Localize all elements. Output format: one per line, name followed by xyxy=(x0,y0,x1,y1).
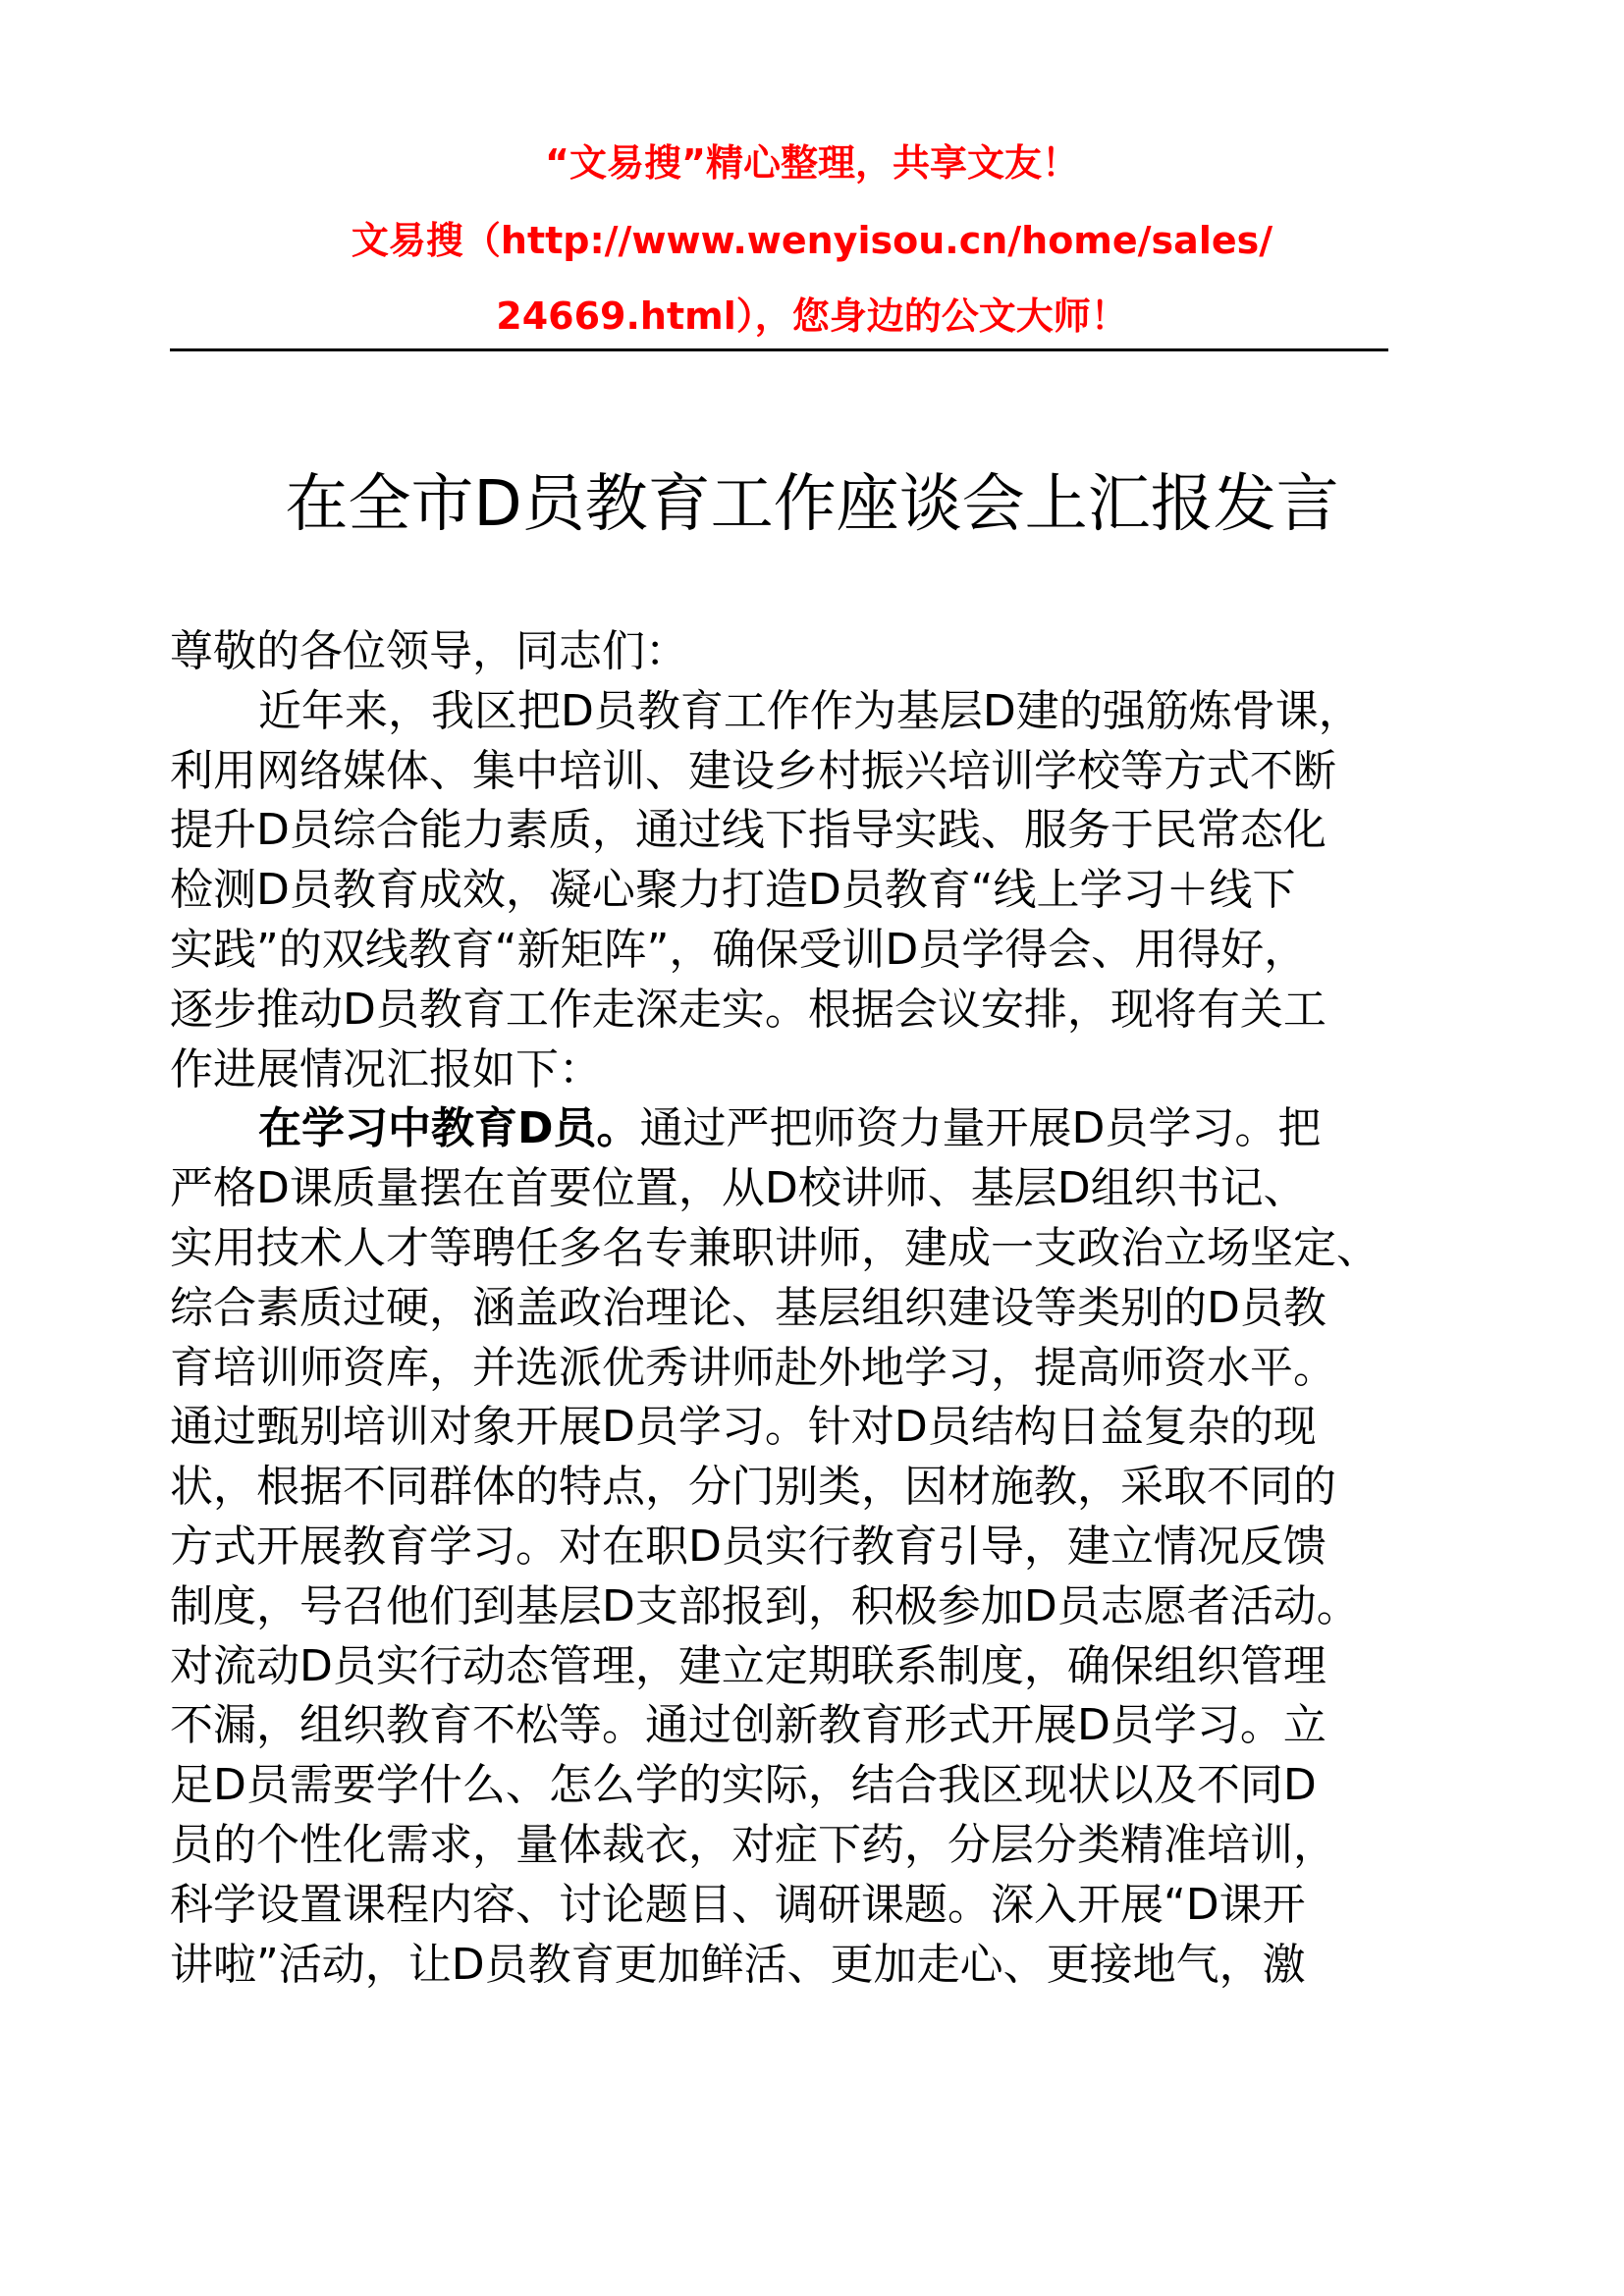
body-line: 实用技术人才等聘任多名专兼职讲师，建成一支政治立场坚定、 xyxy=(170,1223,1380,1273)
body-line: 育培训师资库，并选派优秀讲师赴外地学习，提高师资水平。 xyxy=(170,1342,1336,1393)
body-line: 足D员需要学什么、怎么学的实际，结合我区现状以及不同D xyxy=(170,1760,1317,1811)
body-line: 科学设置课程内容、讨论题目、调研课题。深入开展“D课开 xyxy=(170,1879,1306,1930)
body-line: 对流动D员实行动态管理，建立定期联系制度，确保组织管理 xyxy=(170,1640,1326,1691)
body-line: 通过甄别培训对象开展D员学习。针对D员结构日益复杂的现 xyxy=(170,1402,1317,1453)
section-heading: 在学习中教育D员。 xyxy=(258,1103,640,1154)
header-divider xyxy=(170,348,1388,351)
body-line: 作进展情况汇报如下： xyxy=(170,1043,602,1095)
body-line: 状，根据不同群体的特点，分门别类，因材施教，采取不同的 xyxy=(170,1462,1336,1513)
watermark-line-2: 文易搜（http://www.wenyisou.cn/home/sales/ xyxy=(351,219,1273,262)
body-line: 方式开展教育学习。对在职D员实行教育引导，建立情况反馈 xyxy=(170,1522,1326,1572)
body-line: 综合素质过硬，涵盖政治理论、基层组织建设等类别的D员教 xyxy=(170,1282,1326,1333)
body-line xyxy=(258,1098,1321,1158)
body-line: 制度，号召他们到基层D支部报到，积极参加D员志愿者活动。 xyxy=(170,1580,1360,1631)
body-line: 检测D员教育成效，凝心聚力打造D员教育“线上学习＋线下 xyxy=(170,865,1296,916)
body-line: 近年来，我区把D员教育工作作为基层D建的强筋炼骨课， xyxy=(258,685,1362,736)
body-line: 不漏，组织教育不松等。通过创新教育形式开展D员学习。立 xyxy=(170,1700,1326,1751)
body-line: 提升D员综合能力素质，通过线下指导实践、服务于民常态化 xyxy=(170,805,1326,856)
body-line: 严格D课质量摆在首要位置，从D校讲师、基层D组织书记、 xyxy=(170,1163,1307,1214)
body-line: 讲啦”活动，让D员教育更加鲜活、更加走心、更接地气，激 xyxy=(170,1939,1306,1990)
body-line: 逐步推动D员教育工作走深走实。根据会议安排，现将有关工 xyxy=(170,984,1326,1035)
watermark-line-1: “文易搜”精心整理，共享文友！ xyxy=(545,141,1079,185)
watermark-line-3: 24669.html），您身边的公文大师！ xyxy=(496,294,1128,338)
body-line: 实践”的双线教育“新矩阵”，确保受训D员学得会、用得好， xyxy=(170,925,1308,975)
body-line: 利用网络媒体、集中培训、建设乡村振兴培训学校等方式不断 xyxy=(170,745,1336,796)
salutation: 尊敬的各位领导，同志们： xyxy=(170,626,688,676)
document-title: 在全市D员教育工作座谈会上汇报发言 xyxy=(285,468,1339,541)
body-line: 员的个性化需求，量体裁衣，对症下药，分层分类精准培训， xyxy=(170,1820,1336,1870)
body-text: 通过严把师资力量开展D员学习。把 xyxy=(639,1103,1322,1154)
